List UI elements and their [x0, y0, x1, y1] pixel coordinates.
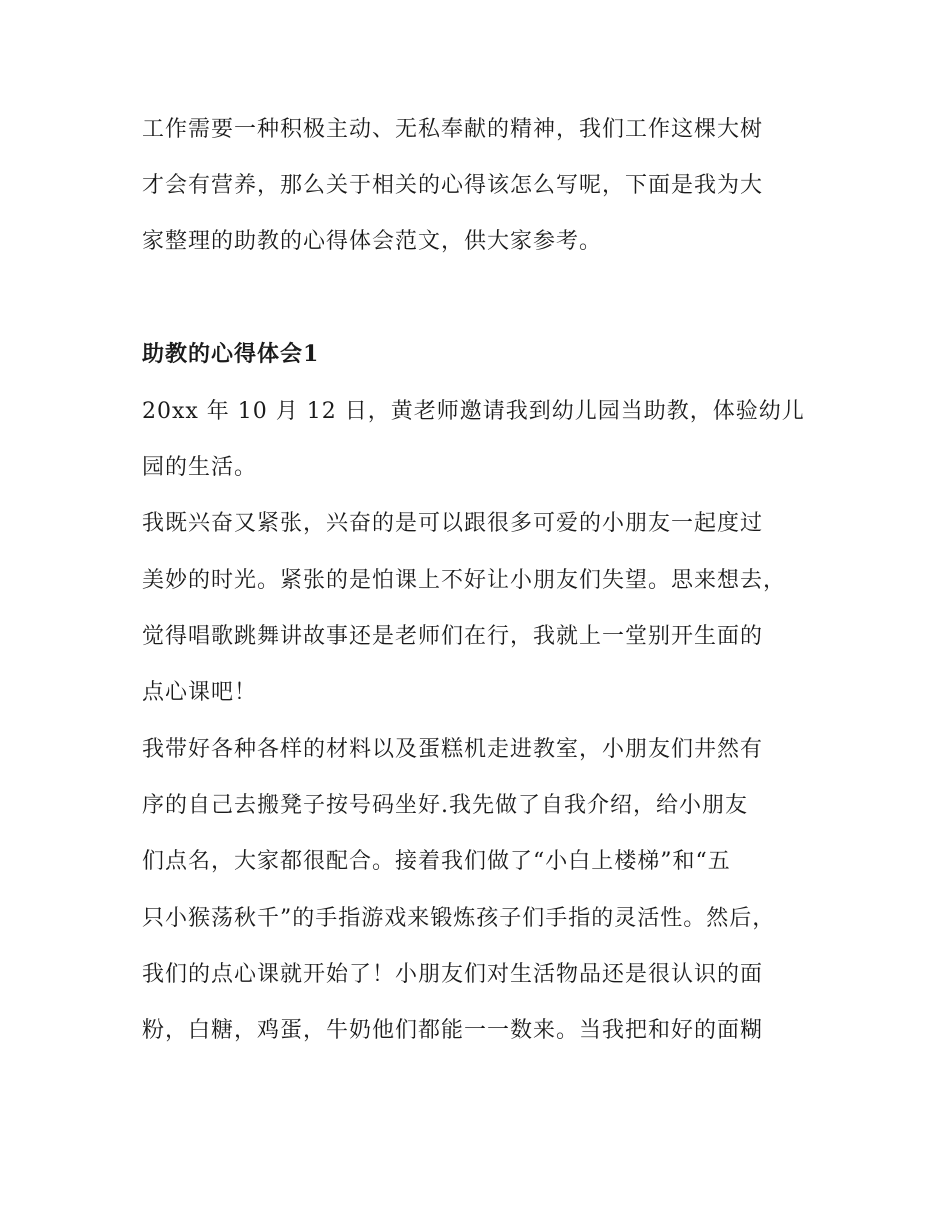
intro-line-1: 工作需要一种积极主动、无私奉献的精神，我们工作这棵大树: [142, 117, 764, 142]
body-line-8: 序的自己去搬凳子按号码坐好.我先做了自我介绍，给小朋友: [142, 793, 748, 818]
section-heading: 助教的心得体会1: [142, 341, 320, 367]
body-line-3: 我既兴奋又紧张，兴奋的是可以跟很多可爱的小朋友一起度过: [142, 511, 764, 536]
body-line-11: 我们的点心课就开始了！小朋友们对生活物品还是很认识的面: [142, 962, 764, 987]
body-line-10: 只小猴荡秋千”的手指游戏来锻炼孩子们手指的灵活性。然后，: [142, 906, 776, 931]
body-line-1: 20xx 年 10 月 12 日，黄老师邀请我到幼儿园当助教，体验幼儿: [142, 399, 805, 424]
body-line-9: 们点名，大家都很配合。接着我们做了“小白上楼梯”和“五: [142, 849, 731, 874]
intro-line-2: 才会有营养，那么关于相关的心得该怎么写呢，下面是我为大: [142, 173, 764, 198]
body-line-4: 美妙的时光。紧张的是怕课上不好让小朋友们失望。思来想去，: [142, 568, 787, 593]
body-line-6: 点心课吧！: [142, 680, 258, 705]
body-line-2: 园的生活。: [142, 455, 258, 480]
body-line-7: 我带好各种各样的材料以及蛋糕机走进教室，小朋友们井然有: [142, 737, 764, 762]
body-line-12: 粉，白糖，鸡蛋，牛奶他们都能一一数来。当我把和好的面糊: [142, 1018, 764, 1043]
intro-line-3: 家整理的助教的心得体会范文，供大家参考。: [142, 229, 603, 254]
body-line-5: 觉得唱歌跳舞讲故事还是老师们在行，我就上一堂别开生面的: [142, 624, 764, 649]
